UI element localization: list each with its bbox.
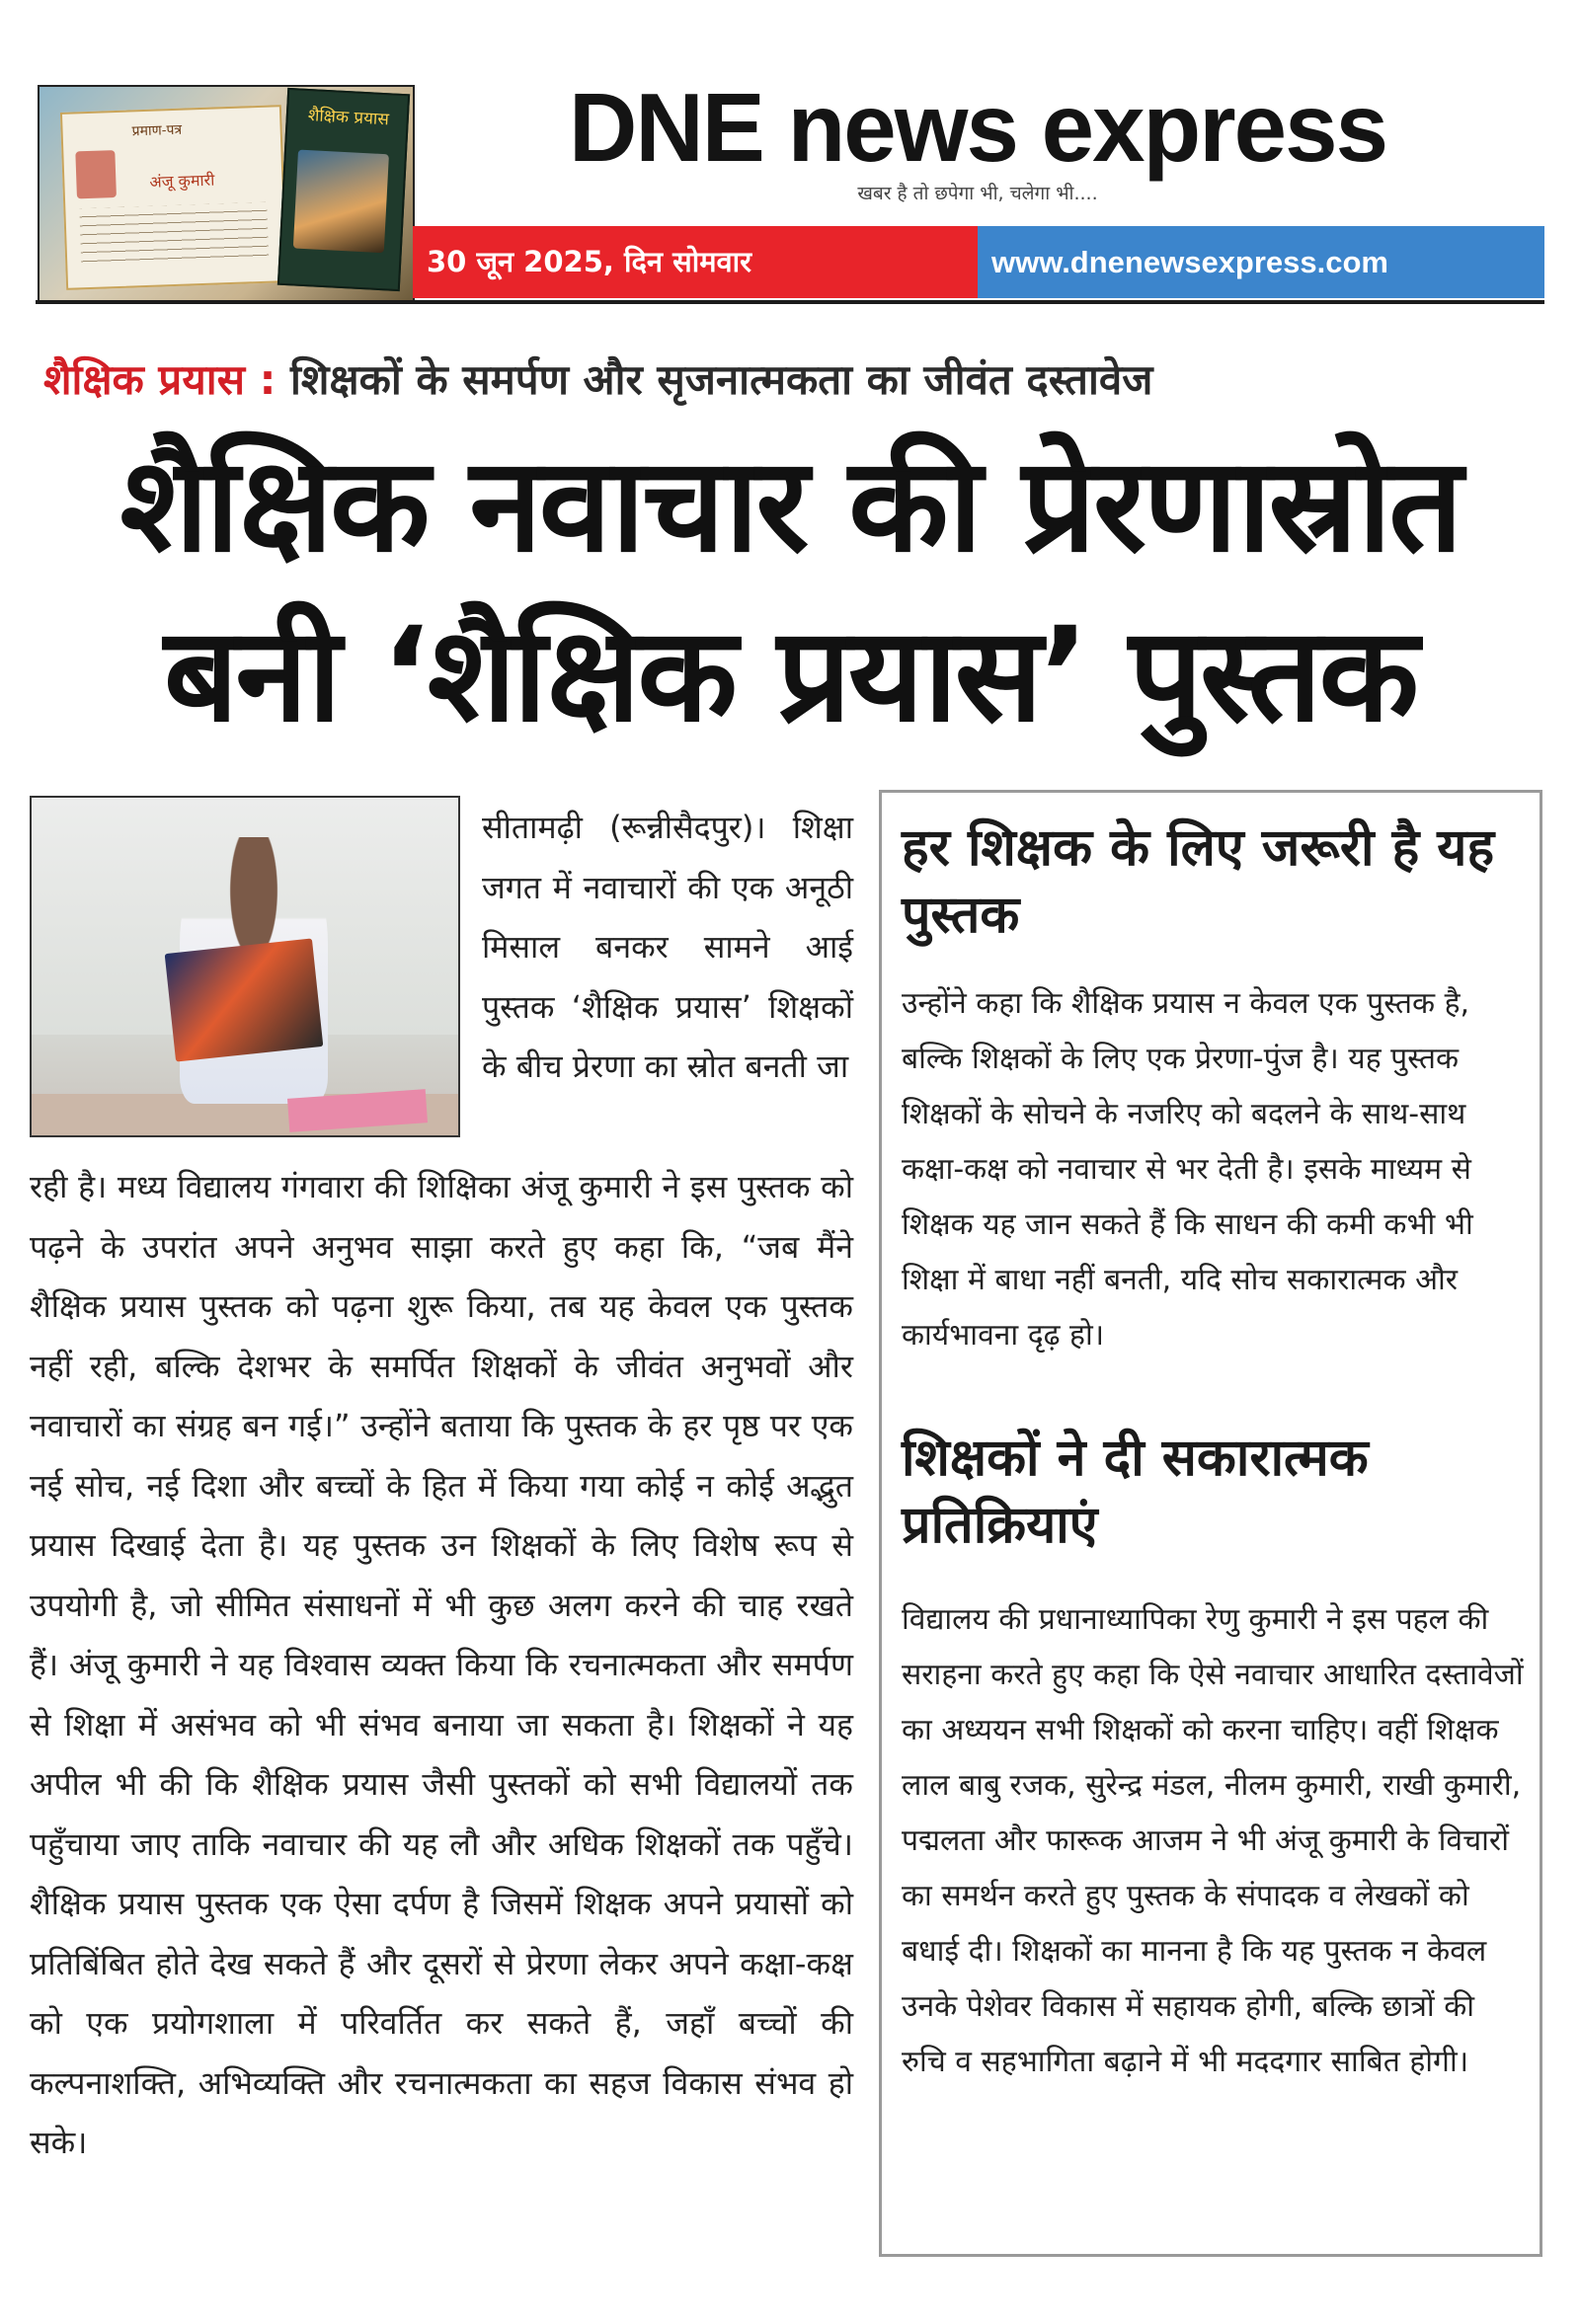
certificate-portrait: [75, 150, 117, 198]
article-lead: सीतामढ़ी (रून्नीसैदपुर)। शिक्षा जगत में नवाचारों की एक अनूठी मिसाल बनकर सामने आई पुस्तक ‘शैक्षिक प्रयास’ शिक्षकों के बीच प्रेरणा का स्रोत बनती जा: [482, 809, 853, 1085]
masthead-photo: [38, 85, 415, 302]
sidebar-box: [879, 790, 1542, 2257]
masthead-divider: [36, 300, 1544, 304]
book-cover-title: शैक्षिक प्रयास: [307, 106, 390, 130]
book-cover: [277, 88, 410, 291]
kicker-label: शैक्षिक प्रयास: [43, 355, 245, 404]
sidebar-paragraph-1: उन्होंने कहा कि शैक्षिक प्रयास न केवल एक पुस्तक है, बल्कि शिक्षकों के लिए एक प्रेरणा-पुंज है। यह पुस्तक शिक्षकों के सोचने के नजरिए को बदलने के साथ-साथ कक्षा-कक्ष को नवाचार से भर देती है। इसके माध्यम से शिक्षक यह जान सकते हैं कि साधन की कमी कभी भी शिक्षा में बाधा नहीं बनती, यदि सोच सकारात्मक और कार्यभावना दृढ़ हो।: [902, 986, 1473, 1353]
book-cover-art: [293, 150, 389, 254]
headline-line-2: बनी ‘शैक्षिक प्रयास’ पुस्तक: [164, 599, 1416, 751]
brand-title: DNE news express: [568, 73, 1387, 182]
article-paragraph: रही है। मध्य विद्यालय गंगवारा की शिक्षिका अंजू कुमारी ने इस पुस्तक को पढ़ने के उपरांत अपने अनुभव साझा करते हुए कहा कि, “जब मैंने शैक्षिक प्रयास पुस्तक को पढ़ना शुरू किया, तब यह केवल एक पुस्तक नहीं रही, बल्कि देशभर के समर्पित शिक्षकों के जीवंत अनुभवों और नवाचारों का संग्रह बन गई।” उन्होंने बताया कि पुस्तक के हर पृष्ठ पर एक नई सोच, नई दिशा और बच्चों के हित में किया गया कोई न कोई अद्भुत प्रयास दिखाई देता है। यह पुस्तक उन शिक्षकों के लिए विशेष रूप से उपयोगी है, जो सीमित संसाधनों में भी कुछ अलग करने की चाह रखते हैं। अंजू कुमारी ने यह विश्वास व्यक्त किया कि रचनात्मकता और समर्पण से शिक्षा में असंभव को भी संभव बनाया जा सकता है। शिक्षकों ने यह अपील भी की कि शैक्षिक प्रयास जैसी पुस्तकों को सभी विद्यालयों तक पहुँचाया जाए ताकि नवाचार की यह लौ और अधिक शिक्षकों तक पहुँचे। शैक्षिक प्रयास पुस्तक एक ऐसा दर्पण है जिसमें शिक्षक अपने प्रयासों को प्रतिबिंबित होते देख सकते हैं और दूसरों से प्रेरणा लेकर अपने कक्षा-कक्ष को एक प्रयोगशाला में परिवर्तित कर सकते हैं, जहाँ बच्चों की कल्पनाशक्ति, अभिव्यक्ति और रचनात्मकता का सहज विकास संभव हो सके।: [30, 1168, 853, 2161]
kicker-text: शिक्षकों के समर्पण और सृजनात्मकता का जीवंत दस्तावेज: [290, 355, 1153, 404]
kicker: [43, 357, 1152, 403]
sidebar-heading-2: शिक्षकों ने दी सकारात्मक प्रतिक्रियाएं: [902, 1429, 1369, 1555]
article-body: [30, 1157, 853, 2173]
certificate-text-lines: [79, 202, 269, 265]
sidebar-heading-1: हर शिक्षक के लिए जरूरी है यह पुस्तक: [902, 818, 1495, 945]
photo-book: [165, 938, 324, 1061]
brand-tagline: खबर है तो छपेगा भी, चलेगा भी....: [857, 183, 1098, 204]
article-photo: [30, 796, 460, 1137]
website-link[interactable]: www.dnenewsexpress.com: [978, 226, 1544, 298]
kicker-separator: :: [244, 355, 291, 404]
sidebar-paragraph-2: विद्यालय की प्रधानाध्यापिका रेणु कुमारी ने इस पहल की सराहना करते हुए कहा कि ऐसे नवाचार आधारित दस्तावेजों का अध्ययन सभी शिक्षकों को करना चाहिए। वहीं शिक्षक लाल बाबु रजक, सुरेन्द्र मंडल, नीलम कुमारी, राखी कुमारी, पद्मलता और फारूक आजम ने भी अंजू कुमारी के विचारों का समर्थन करते हुए पुस्तक के संपादक व लेखकों को बधाई दी। शिक्षकों का मानना है कि यह पुस्तक न केवल उनके पेशेवर विकास में सहायक होगी, बल्कि छात्रों की रुचि व सहभागिता बढ़ाने में भी मददगार साबित होगी।: [902, 1602, 1524, 2079]
headline-line-1: शैक्षिक नवाचार की प्रेरणास्रोत: [119, 429, 1461, 581]
certificate-name: अंजू कुमारी: [149, 170, 215, 192]
certificate-heading: प्रमाण-पत्र: [131, 121, 183, 140]
certificate: [60, 105, 287, 290]
date-bar: 30 जून 2025, दिन सोमवार: [413, 226, 978, 298]
